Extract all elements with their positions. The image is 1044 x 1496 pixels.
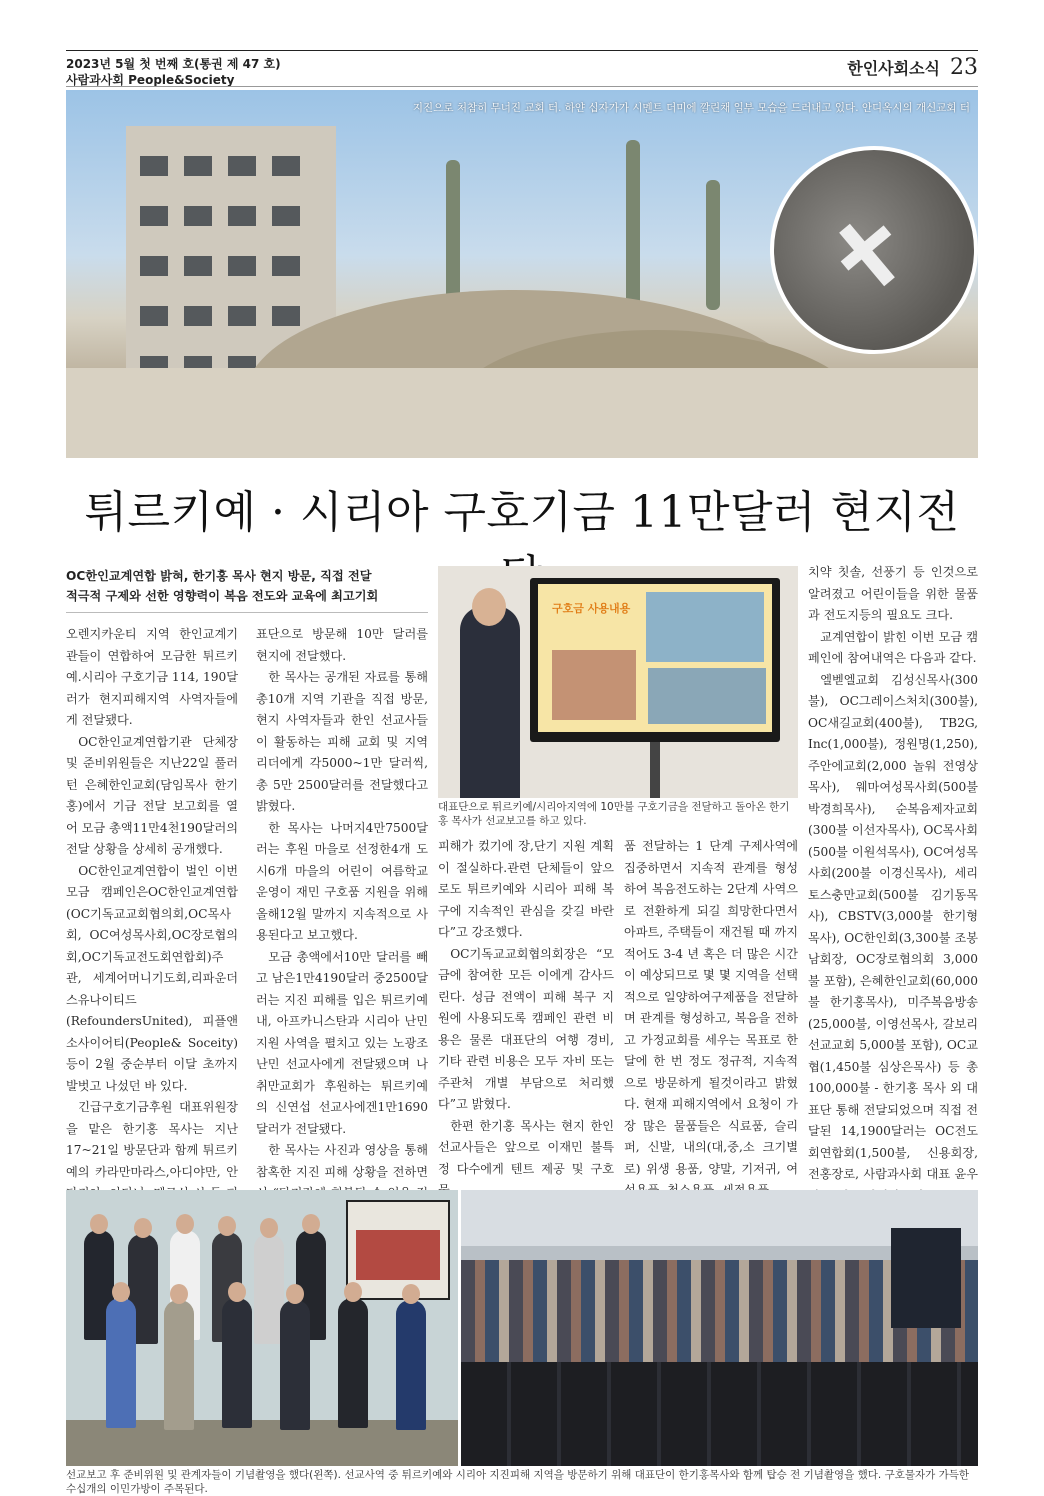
slide-title: 구호금 사용내용 bbox=[552, 602, 631, 615]
paragraph: 교계연합이 밝힌 이번 모금 캠페인에 참여내역은 다음과 같다. bbox=[808, 629, 978, 665]
airport-group-photo bbox=[461, 1190, 978, 1466]
section-name: 한인사회소식 bbox=[847, 59, 940, 78]
hero-photo bbox=[66, 90, 978, 458]
report-photo-caption: 대표단으로 튀르키예/시리아지역에 10만불 구호기금을 전달하고 돌아온 한기홍 목사가 선교보고를 하고 있다. bbox=[438, 801, 790, 827]
paragraph: 한편 한기홍 목사는 현지 한인 선교사들은 앞으로 이재민 불특정 다수에게 텐트 제공 및 구호 bbox=[438, 1118, 614, 1176]
page-number: 23 bbox=[950, 55, 978, 80]
page-header bbox=[66, 50, 978, 85]
paragraph: OC한인교계연합기관 단체장 및 준비위원들은 지난22일 풀러턴 은혜한인교회(담임목사 한기홍)에서 기금 전달 보고회를 열어 모금 총액11만4천190달러의 전달 상황을 상세히 공개했다. bbox=[66, 734, 239, 856]
paragraph: 모금 총액에서10만 달러를 빼고 남은1만4190달러 중2500달러는 지진 피해를 입은 튀르키예 내, 아프카니스탄과 시리아 난민 지원 사역을 펼치고 있는 노광조 난민 선교사에게 전달됐으며 나취만교회가 후원하는 튀르키예의 신연섭 선교사에겐1만1690달러가 전달됐다. bbox=[256, 949, 428, 1136]
article-column-4 bbox=[624, 836, 798, 1202]
airport-sign bbox=[891, 1228, 961, 1328]
paragraph: 엘벧엘교회 김성신목사(300불), OC그레이스처치(300불), OC새길교회(400불), TB2G, Inc(1,000불), 정원명(1,250), 주안에교회(2,000 놀워 전영상목사), 웨마여성목사회(500불 박경희목사), 순복음제자교회(300불 이선자목사), OC목사회(500불 이원석목사), OC여성목사회(200불 이경신목사), 세리토스충만교회(500불 김기동목사), CBSTV(3,000불 한기형목사), OC한인회(3,300불 조봉남회장, OC장로협의회 3,000불 포함), 은혜한인교회(60,000불 한기홍목사), 미주복음방송(25,000불, 이영선목사, 갈보리선교교회 5,000불 포함), OC교협(1,450불 심상은목사) 등 총 100,000불 - 한기홍 목사 외 대표단 통해 전달되었으며 직접 전달된 14,1900달러는 OC전도회연합회(1,500불, 신용회장, 전홍장로, 사람과사회 대표 윤우 bbox=[808, 672, 978, 1181]
headline: 튀르키예 · 시리아 구호기금 11만달러 현지전 bbox=[84, 487, 960, 538]
hero-caption: 지진으로 처참히 무너진 교회 터. 하얀 십자가가 시멘트 더미에 깔린채 일부 모습을 드러내고 있다. 안디옥시의 개신교회 터 bbox=[412, 102, 970, 114]
publication-name: 사람과사회 People&Society bbox=[66, 73, 235, 87]
report-photo bbox=[438, 566, 798, 798]
paragraph: 한 목사는 공개된 자료를 통해 총10개 지역 기관을 직접 방문,현지 사역자들과 한인 선교사들이 활동하는 피해 교회 및 지역 리더에게 각5000~1만 달러씩,총 5만 2500달러를 전달했다고 밝혔다. bbox=[256, 670, 428, 813]
paragraph: 한 목사는 사진과 영상을 통해 참혹한 지진 피해 상황을 전하면 bbox=[256, 1143, 428, 1179]
slide bbox=[538, 584, 772, 732]
subhead-rule bbox=[66, 612, 428, 613]
paragraph: OC기독교교회협의회장은 “모금에 참여한 모든 이에게 감사드린다. 성금 전액이 피해 복구 지원에 사용되도록 캠페인 관련 비용은 물론 대표단의 여행 경비, 기타 관련 비용은 모두 자비 또는 주관처 개별 부담으로 처리했다”고 밝혔다. bbox=[438, 946, 614, 1111]
bottom-caption: 선교보고 후 준비위원 및 관계자들이 기념촬영을 했다(왼쪽). 선교사역 중 튀르키예와 시리아 지진피해 지역을 방문하기 위해 대표단이 한기홍목사와 함께 탑승 전 기념촬영을 했다. 구호물자가 가득한 수십개의 이민가방이 주목된다. bbox=[66, 1469, 970, 1495]
group-photo bbox=[66, 1190, 458, 1466]
projection-screen bbox=[346, 1200, 450, 1300]
ground bbox=[66, 368, 978, 458]
article-column-1 bbox=[66, 624, 428, 1226]
tree-shape bbox=[446, 160, 460, 310]
paragraph: 한 목사는 나머지4만7500달러는 후원 마을로 선정한4개 도시6개 마을의 어린이 여름학교 운영이 재민 구호품 지원을 위해 올해12월 말까지 지속적으로 사용된다고 보고했다. bbox=[256, 820, 428, 942]
speaker-figure bbox=[460, 606, 520, 798]
paragraph: 표단으로 방문해 10만 달러를 현지에 전달했다. bbox=[256, 627, 428, 663]
tree-shape bbox=[626, 140, 640, 310]
article-column-3 bbox=[438, 836, 614, 1202]
paragraph: 품 전달하는 1 단계 구제사역에 집중하면서 지속적 관계를 형성하여 복음전도하는 2단계 사역으로 전환하게 되길 희망한다면서 아파트, 주택들이 재건될 때 까지 적어도 3-4 년 혹은 더 많은 시간이 예상되므로 몇 몇 지역을 선택적으로 일양하여구제품을 전달하며 관계를 형성하고, 복음을 전하고 가정교회를 세우는 목표로 한달에 한 번 정도 정규적, 지속적으로 방문하게 될것이라고 밝혔다. 현재 피해지역에서 요청이 가장 많은 물품들은 식료품, 슬리퍼, 신발, 내의(대,중,소 크기별로) 위생 용품, 양말, 기저귀, 여 bbox=[624, 839, 798, 1176]
tree-shape bbox=[706, 180, 720, 310]
subhead-1: OC한인교계연합 밝혀, 한기홍 목사 현지 방문, 직접 전달 bbox=[66, 569, 372, 583]
luggage-bags bbox=[461, 1362, 978, 1466]
issue-line: 2023년 5월 첫 번째 호(통권 제 47 호) bbox=[66, 57, 281, 71]
paragraph: 긴급구호기금후원 대표위원장을 맡은 한기홍 목사는 지난17~21일 방문단과 함께 튀르키예의 카라만마라스,아디야만, 안 bbox=[66, 1100, 238, 1179]
speaker-head bbox=[472, 588, 506, 626]
cross-inset-photo bbox=[770, 146, 978, 354]
article-column-5 bbox=[808, 562, 978, 1229]
paragraph: 오렌지카운티 지역 한인교계기관들이 연합하여 모금한 튀르키예.시리아 구호기금 114, 190달러가 현지피해지역 사역자들에게 전달됐다. bbox=[66, 627, 238, 727]
header-rule bbox=[66, 86, 978, 87]
paragraph: 피해가 컸기에 장,단기 지원 계획이 절실하다.관련 단체들이 앞으로도 튀르키예와 시리아 피해 복구에 지속적인 관심을 갖길 바란다”고 강조했다. bbox=[438, 839, 614, 939]
paragraph: OC한인교계연합이 벌인 이번 모금 캠페인은OC한인교계연합(OC기독교교회협의회,OC목사회, OC여성목사회,OC장로협의회,OC기독교전도회연합회)주관, 세계어머니기도회,리파운더스유나이티드(RefoundersUnited), 피플앤소사이어티(People& Soceity) 등이 2월 중순부터 이달 초까지 발벗고 나섰던 바 있다. bbox=[66, 863, 238, 1093]
article-column-2 bbox=[256, 624, 428, 1226]
subhead-2: 적극적 구제와 선한 영향력이 복음 전도와 교육에 최고기회 bbox=[66, 589, 379, 603]
subheads bbox=[66, 566, 428, 606]
tv-stand bbox=[650, 742, 660, 798]
paragraph: 치약 칫솔, 선풍기 등 인것으로 알려졌고 어린이들을 위한 물품과 전도지등의 필요도 크다. bbox=[808, 565, 978, 622]
section-label bbox=[847, 55, 978, 80]
